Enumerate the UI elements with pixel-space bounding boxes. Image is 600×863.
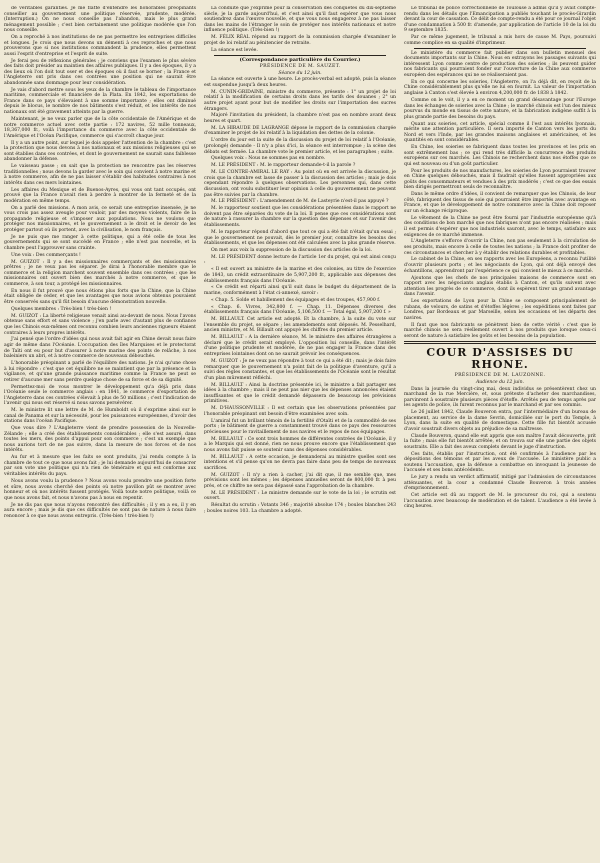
session-date: Séance du 12 juin. — [278, 70, 322, 76]
paragraph: L'amiral fut un brillant témoin de la fertilité d'Otaïti et de la commodité de ses ports ; le bâtiment de guerre a constamment trouvé dans ce pays des ressources précieuses pour le ravitaillement de nos navires et le repos de nos équipages. — [204, 418, 396, 435]
paragraph: L'ordre du jour est la suite de la discussion du projet de loi relatif à l'Océanie, (prolongé) demande - Il n'y a plus d'ici, la séance est interrompue ; la scène des débats est fermée. La chambre vote le premier article, et les paragraphes ; suite. — [204, 138, 396, 155]
paragraph: Dans le même ordre d'idées, il convient de remarquer que les Chinois, de leur côté, fabriquent des tissus de soie qui pourraient être importés avec avantage en France, et que le développement de notre commerce avec la Chine doit reposer sur un échange réciproque. — [404, 192, 596, 214]
paragraph: Je ne puis que me ranger à cette politique, qui a été celle de tous les gouvernements qui se sont succédé en France ; elle n'est pas nouvelle, et la chambre peut l'approuver sans crainte. — [4, 234, 196, 251]
paragraph: L'honorable préopinant a parlé de l'équilibre des nations. Je n'ai qu'une chose à lui répondre : c'est que cet équilibre ne se maintient que par la présence et la vigilance, et qu'une grande puissance maritime comme la France ne peut se retirer d'aucune mer sans perdre quelque chose de sa force et de sa dignité. — [4, 361, 196, 383]
paragraph: Dans la journée du vingt-cinq mai, deux individus se présentèrent chez un marchand de la rue Mercière, et, sous prétexte d'acheter des marchandises, parvinrent à soustraire plusieurs pièces d'étoffe. Arrêtés peu de temps après par les agents de police, ils furent reconnus par le marchand et par ses commis. — [404, 386, 596, 409]
paragraph: Cet article est dû au rapport de M. le procureur du roi, qui a soutenu l'accusation avec beaucoup de modération et de talent. L'audience a été levée à cinq heures. — [404, 493, 596, 510]
court-section-heading: COUR D'ASSISES DU RHONE. — [426, 346, 574, 372]
paragraph: Claude Bouveron, quand elle eut appris que son maître l'avait découverte, prit la fuite ; mais elle fut bientôt arrêtée, et on trouva sur elle une partie des objets soustraits. Elle a fait des aveux complets devant le juge d'instruction. — [404, 433, 596, 450]
paragraph: M. BILLAULT : A cette occasion, je demanderai au ministre quelles sont ses intentions et s'il pense qu'on ne devra pas faire dans peu de temps de nouveaux sacrifices. — [204, 454, 396, 471]
paragraph: Au fur et à mesure que les faits se sont produits, j'ai rendu compte à la chambre de tout ce que nous avons fait ; je lui demande aujourd'hui de consacrer par son vote une politique qui n'a rien de téméraire et qui est conforme aux véritables intérêts du pays. — [4, 455, 196, 478]
paragraph: M. LE CONTRE-AMIRAL LE RAY : Au point où en est arrivée la discussion, je crois que la chambre est lasse de passer à la discussion des articles ; mais je dois cependant répondre à quelques observations. Les personnes qui, dans cette discussion, ont voulu substituer leur opinion à celle du gouvernement ne peuvent pas être suivies par la chambre. — [204, 170, 396, 198]
paragraph: de véritables garanties. Je me flatte d'entendre les honorables préopinants conseiller au gouvernement une politique réservée, prudente, modérée. (Interruption.) On ne nous conseille pas l'abandon, mais le plus grand ménagement possible ; c'est bien certainement une politique modérée que l'on nous conseille. — [4, 6, 196, 34]
paragraph: La séance est levée. — [211, 47, 258, 53]
paragraph: M. LE PRÉSIDENT : Le ministre demande sur le vote de la loi ; le scrutin est ouvert. — [204, 490, 396, 502]
section-divider — [214, 55, 386, 56]
paragraph: On a reproché à nos institutions de ne pas permettre les entreprises difficiles et longues. Je crois que nous devons un démenti à ces reproches et que nous prouverons que si nos institutions commandent la prudence, elles permettent aussi l'esprit d'entreprise et l'esprit de suite. — [4, 35, 196, 57]
paragraph: Je ferai peu de réflexions générales ; je conviens que l'examen le plus sévère des faits doit présider au maintien des affaires publiques. Il y a des époques, il y a des lieux où l'on doit tout oser et des époques où il faut se borner ; la France et l'Angleterre ont pris dans ces contrées une position qui ne saurait être abandonnée sans dommage pour leur considération. — [4, 58, 196, 86]
paragraph: « Chap. 5. Solde et habillement des équipages et des troupes, 457,900 f. — [211, 297, 381, 303]
paragraph: Je vais d'abord mettre sous les yeux de la chambre le tableau de l'importance maritime, commerciale et financière de la Plata. En 1842, les exportations de France dans ce pays s'élevaient à une somme importante ; elles ont diminué depuis le blocus, le nombre de nos bâtiments s'est réduit, et les intérêts de nos nationaux ont été gravement atteints par la guerre. — [4, 87, 196, 116]
paragraph: M. LE PRÉSIDENT : M. le rapporteur demande-t-il la parole ? — [211, 163, 356, 169]
column-right — [404, 6, 596, 859]
paragraph: Il faut que nos fabricants se pénètrent bien de cette vérité : c'est que le marché chinois ne sera réellement ouvert à nos produits que lorsque ceux-ci seront de nature à satisfaire les goûts et les besoins de la population. — [404, 322, 596, 339]
paragraph: La conduite que j'exprime pour la conservation des conquêtes du dix-septième siècle, je la garde aujourd'hui, et c'est ainsi qu'il faut espérer que vous nous soutiendrez dans l'œuvre nouvelle, et que vous nous engagerez à ne pas laisser dans les mains de l'étranger le soin de protéger nos intérêts nationaux et notre influence politique. (Très-bien !) — [204, 6, 396, 34]
paragraph: Le tribunal de police correctionnelle de Toulouse a admis qu'il y avait compte-rendu dans les détails que l'Emancipation a publiés touchant le procès-Girardin devant la cour de cassation. Ce délit de compte-rendu a été pour ce journal l'objet d'une condamnation à 500 fr. d'amende, par application de l'article 10 de la loi du 9 septembre 1835. — [404, 6, 596, 34]
paragraph: M. LE PRÉSIDENT donne lecture de l'article 1er du projet, qui est ainsi conçu : — [204, 254, 396, 266]
paragraph: M. GUIZOT : Il n'y a rien à cacher, j'ai dit que, il me semble que, mes prévisions sont les mêmes ; les dépenses annuelles seront de 800,000 fr. à peu près, et ce chiffre ne sera pas dépassé sans l'approbation de la chambre. — [204, 472, 396, 489]
paragraph: Les affaires du Mexique et de Buenos-Ayres, qui vous ont tant occupés, ont prouvé que la France n'avait rien à perdre à montrer de la fermeté et de la modération en même temps. — [4, 187, 196, 204]
paragraph: En ce qui concerne les soieries, l'Angleterre, on l'a déjà dit, en reçoit de la Chine considérablement plus qu'elle ne lui en fournit. La valeur de l'importation anglaise à Canton s'est élevée à environ 4,200,000 fr. de 1838 à 1842. — [404, 79, 596, 97]
paragraph: En Chine, les soieries se fabriquent dans toutes les provinces et les prix en sont extrêmement bas ; ce qui rend très difficile la concurrence des produits européens sur ces marchés. Les Chinois ne recherchent dans nos étoffes que ce qui est nouveau ou d'un goût particulier. — [404, 145, 596, 167]
paragraph: Nous avons voulu la prudence ? Nous avons voulu prendre une position forte et sûre, nous avons cherché des points où notre pavillon pût se montrer avec honneur et où nos intérêts fussent protégés. Voilà toute notre politique, voilà ce que nous avons fait, et nous n'avons pas à nous en repentir. — [4, 478, 196, 501]
paragraph: Le jury a rendu un verdict affirmatif, mitigé par l'admission de circonstances atténuantes, et la cour a condamné Claude Bouveron à trois années d'emprisonnement. — [404, 475, 596, 492]
paragraph: Le cabinet de la Chine, en ses rapports avec les Européens, a reconnu l'utilité d'ouvrir plusieurs ports ; et les négociants de Lyon, qui ont déjà envoyé des échantillons, apprendront par l'expérience ce qui convient le mieux à ce marché. — [404, 257, 596, 274]
paragraph: L'Angleterre s'efforce d'ouvrir la Chine, non pas seulement à la circulation de ses produits, mais encore à celle de toutes les nations ; la France doit profiter de ces circonstances et chercher à y établir des relations durables et profitables. — [404, 239, 596, 256]
column-middle — [204, 6, 396, 859]
paragraph: Que vous dire ? L'Angleterre vient de prendre possession de la Nouvelle-Zélande ; elle a créé des établissements considérables ; elle s'est assuré, dans toutes les mers, des points d'appui pour son commerce ; c'est un exemple que nous aurions tort de ne pas suivre, dans la mesure de nos forces et de nos intérêts. — [4, 426, 196, 454]
paragraph: M. BILLAULT : Ainsi la doctrine présentée ici, le ministre a fait partager ses idées à la chambre ; mais il ne peut pas nier que les dépenses annoncées étaient insuffisantes et que le crédit demandé dépassera de beaucoup les prévisions primitives. — [204, 382, 396, 405]
paragraph: Le ministère du commerce fait publier dans son bulletin mensuel des documents importants sur la Chine. Nous en extrayons les passages suivants qui intéressent Lyon comme centre de production des soieries ; ils peuvent guider nos fabricants qui pourraient fonder sur l'ouverture de la Chine aux commerce européen des espérances qui ne se réaliseraient pas. — [404, 50, 596, 78]
paragraph: Les exportations de Lyon pour la Chine se composent principalement de rubans, de velours, de satins et d'étoffes légères ; les expéditions sont faites par Londres, par Bordeaux et par Marseille, selon les occasions et les départs des navires. — [404, 299, 596, 321]
paragraph: M. LE PRÉSIDENT : L'amendement de M. de Lasteyrie n'est-il pas appuyé ? — [211, 199, 389, 205]
column-left — [4, 6, 196, 859]
paragraph: Pour les produits de nos manufactures, les soieries de Lyon pourraient trouver en Chine quelques débouchés, mais il faudrait qu'elles fussent appropriées aux goûts des consommateurs et vendues à des prix modérés ; c'est ce que des essais bien dirigés permettront seuls de reconnaître. — [404, 168, 596, 191]
paragraph: En nous il fut prouvé que nous étions plus forts que la Chine, que la Chine était obligée de céder, et que les avantages que nous avions obtenus pouvaient être conservés sans qu'il fût besoin d'aucune démonstration nouvelle. — [4, 288, 196, 306]
paragraph: Par ce même jugement, le tribunal a mis hors de cause M. Pays, poursuivi comme complice en sa qualité d'imprimeur. — [404, 35, 596, 46]
paragraph: Résultat du scrutin : Votants 346 ; majorité absolue 174 ; boules blanches 243 ; boules noires 103. La chambre a adopté. — [204, 503, 396, 514]
paragraph: M. le rapporteur répond d'abord que tout ce qui a été fait n'était qu'un essai ; que le gouvernement ne pouvait, dès le premier jour, connaître les besoins des établissements, et que les dépenses ont été calculées avec la plus grande réserve. — [204, 229, 396, 247]
interjection: Une voix : Des commerçants ! — [11, 252, 81, 258]
paragraph: « Chap. 6. Vivres, 342,800 f. — Chap. 11. Dépenses diverses des établissements français dans l'Océanie, 5,106,500 f. — Total égal, 5,907,200 f. » — [204, 304, 396, 316]
paragraph: La séance est ouverte à une heure. Le procès-verbal est adopté, puis la séance est suspendue jusqu'à deux heures. — [204, 77, 396, 88]
paragraph: M. le rapporteur soutient que les considérations présentées dans le rapport ne doivent pas être séparées du vote de la loi. Il pense que ces considérations sont de nature à rassurer la chambre sur la question des dépenses et sur l'avenir des établissements. — [204, 206, 396, 229]
paragraph: Quelques voix : Nous ne sommes pas en nombre. — [211, 156, 326, 162]
paragraph: M. GUIZOT : Je ne veux pas répondre à tout ce qui a été dit ; mais je dois faire remarquer que le gouvernement n'a point fait de la politique d'aventure, qu'il a suivi des règles constantes, et que les établissements de l'Océanie sont le résultat d'un plan mûrement réfléchi. — [204, 358, 396, 381]
section-heading: (Correspondance particulière du Courrier.) — [239, 56, 361, 63]
hearing-date: Audience du 12 juin. — [475, 380, 525, 386]
paragraph: Il y a un autre point, sur lequel je dois appeler l'attention de la chambre : c'est la protection que nous devons à nos nationaux et aux missions religieuses qui se sont établies dans ces contrées, et dont le gouvernement ne saurait sans faiblesse abandonner la défense. — [4, 140, 196, 163]
paragraph: M. BILLAULT : Ce sont trois hommes de différentes contrées de l'Océanie, il y a le Marquis qui est donné, rien ne nous prouve encore que l'établissement que nous avons fait puisse se soutenir sans des dépenses considérables. — [204, 436, 396, 453]
paragraph: M. D'HAUSSONVILLE : Il est certain que les observations présentées par l'honorable préopinant ont besoin d'être examinées avec soin. — [204, 406, 396, 417]
paragraph: M. BILLAULT : A la dernière séance, M. le ministre des affaires étrangères a déclaré que le crédit serait employé. L'opposition lui conseille, dans l'intérêt d'une politique prudente et modérée, de ne pas engager la France dans des entreprises lointaines dont on ne saurait prévoir les conséquences. — [204, 335, 396, 358]
paragraph: Le vêtement de la Chine ne peut être fourni par l'industrie européenne qu'à des conditions de bon marché que nos fabriques n'ont pas encore réalisées ; mais il est permis d'espérer que nos industriels sauront, avec le temps, satisfaire aux exigences de ce marché immense. — [404, 215, 596, 238]
presidency-line: PRÉSIDENCE DE M. SAUZET. — [259, 64, 341, 70]
paragraph: M. GUIZOT : La liberté religieuse venait ainsi au-devant de nous. Nous l'avons obtenue sans effort et sans violence ; j'en parle avec d'autant plus de confiance que les Chinois eux-mêmes ont reconnu combien leurs anciennes rigueurs étaient contraires à leurs propres intérêts. — [4, 313, 196, 336]
interjection: Quelques membres : Très-bien ! très-bien ! — [11, 306, 112, 312]
paragraph: On a parlé des missions. A mon avis, ce serait une entreprise insensée, je ne vous crois pas assez aveugle pour vouloir, par des moyens violents, faire de la propagande religieuse et s'imposer aux populations. Nous ne voulons que protéger nos missionnaires, et le gouvernement a le droit et le devoir de les protéger partout où ils portent, avec la civilisation, le nom français. — [4, 205, 196, 233]
paragraph: Le 26 juillet 1842, Claude Bouveron entra, par l'intermédiaire d'un bureau de placement, au service de la dame Sevrin, domiciliée sur le port du Temple, à Lyon, dans la suite en qualité de domestique. Cette fille fut bientôt accusée d'avoir soustrait divers objets au préjudice de sa maîtresse. — [404, 410, 596, 432]
paragraph: Le vaisseau passe ; on sait que la protection ne rencontre pas les réserves traditionnelles ; nous devons la garder avec le soin qui convient à notre marine et à notre commerce, afin de ne pas laisser s'établir des habitudes contraires à nos intérêts dans ces mers lointaines. — [4, 164, 196, 186]
paragraph: M. le ministre lit une lettre de M. de Humboldt où il s'exprime ainsi sur le canal de Panama et sur la nécessité, pour les puissances européennes, d'avoir des stations dans l'océan Pacifique. — [4, 408, 196, 425]
double-rule — [404, 341, 596, 344]
presidency-line: PRÉSIDENCE DE M. LAUZONNE. — [454, 373, 546, 379]
section-divider — [414, 48, 586, 49]
paragraph: Je ne dis pas que nous n'ayons rencontré des difficultés ; il y en a eu, il y en aura encore ; mais je dis que ces difficultés ne sont pas de nature à nous faire renoncer à ce que nous avons entrepris. (Très-bien ! très-bien !) — [4, 502, 196, 519]
paragraph: M. LA HIRAUDE DE LAGRANGE dépose le rapport de la commission chargée d'examiner le projet de loi relatif à la liquidation des dettes de la colonie. — [204, 125, 396, 137]
paragraph: M. FÉLIX RÉAL répond au rapport de la commission chargée d'examiner le projet de loi relatif au pénitencier de retraite. — [204, 35, 396, 46]
paragraph: Majoré l'invitation du président, la chambre n'est pas en nombre avant deux heures et quart. — [204, 113, 396, 124]
paragraph: Maintenant, je ne veux parler que de la côte occidentale de l'Amérique et de notre commerce actuel avec cette partie : 172 navires, 52 mille tonneaux, 18,367,000 fr., voilà l'importance du commerce avec la côte occidentale de l'Amérique et l'Océan Pacifique, commerce qui s'accroît chaque jour. — [4, 116, 196, 139]
paragraph: On met aux voix la suppression de la discussion des articles de la loi. — [211, 248, 373, 253]
paragraph: M. CUNIN-GRIDAINE, ministre du commerce, présente : 1° un projet de loi relatif à la modification de certains droits dans les tarifs des douanes ; 2° un autre projet ayant pour but de modifier les droits sur l'importation des sucres étrangers. — [204, 89, 396, 112]
paragraph: « Ce crédit est réparti ainsi qu'il suit dans le budget du département de la marine, conformément à l'état ci-annexé, savoir : — [204, 285, 396, 296]
paragraph: Ces faits, établis par l'instruction, ont été confirmés à l'audience par les dépositions des témoins et par les aveux de l'accusée. Le ministère public a soutenu l'accusation, que la défense a combattue en invoquant la jeunesse de l'accusée et ses bons antécédents. — [404, 451, 596, 474]
paragraph: Ajoutons que les chefs de nos principales maisons de commerce sont en rapport avec les négociants anglais établis à Canton, et qu'ils suivent avec attention les progrès de ce commerce, dont ils espèrent tirer un grand avantage dans l'avenir. — [404, 275, 596, 298]
paragraph: « Il est ouvert au ministre de la marine et des colonies, au titre de l'exercice de 1843, un crédit extraordinaire de 5,907,200 fr., applicable aux dépenses des établissements français dans l'Océanie. — [204, 267, 396, 284]
paragraph: Permettez-moi de vous montrer le développement qu'a déjà pris dans l'Océanie seule le commerce anglais : en 1841, le commerce d'exportation de l'Angleterre dans ces contrées s'élevait à plus de 50 millions ; c'est l'indication de l'avenir qui nous est réservé si nous savons persévérer. — [4, 384, 196, 407]
paragraph: J'ai pensé que l'ordre d'idées qui nous avait fait agir en Chine devait nous faire agir de même dans l'Océanie. L'occupation des îles Marquises et le protectorat de Taïti ont eu pour but d'assurer à notre marine des points de relâche, à nos baleiniers un abri, et à notre commerce de nouveaux débouchés. — [4, 337, 196, 360]
paragraph: Quant aux soieries, cet article, spécial comme il l'est aux intérêts lyonnais, mérite une attention particulière. Il sera importé de Canton vers les ports du Nord et vers l'Inde, par les grandes maisons anglaises et américaines, et les quantités en sont considérables. — [404, 121, 596, 144]
paragraph: Comme on le voit, il y a en ce moment un grand désavantage pour l'Europe dans les échanges de soieries avec la Chine ; le marché chinois est l'un des mieux pourvus du monde en tissus de cette nature, et la fabrication indigène suffit à la plus grande partie des besoins du pays. — [404, 97, 596, 120]
paragraph: M. BILLAULT. Cet article est adopté. Et la chambre, à la suite du vote sur l'ensemble du projet, se sépare ; les amendements sont déposés. M. Pesselhard, ancien ministre, et M. Billault ont appuyé les chiffres du premier article. — [204, 317, 396, 334]
paragraph: M. GUIZOT : Il y a des missionnaires commerçants et des missionnaires prêtres ; je ne veux pas les séparer. Je dirai à l'honorable membre que le commerce et la religion marchent souvent ensemble dans ces contrées ; que les missionnaires ont ouvert bien des marchés à notre commerce, et que le commerce, à son tour, a protégé les missionnaires. — [4, 259, 196, 287]
